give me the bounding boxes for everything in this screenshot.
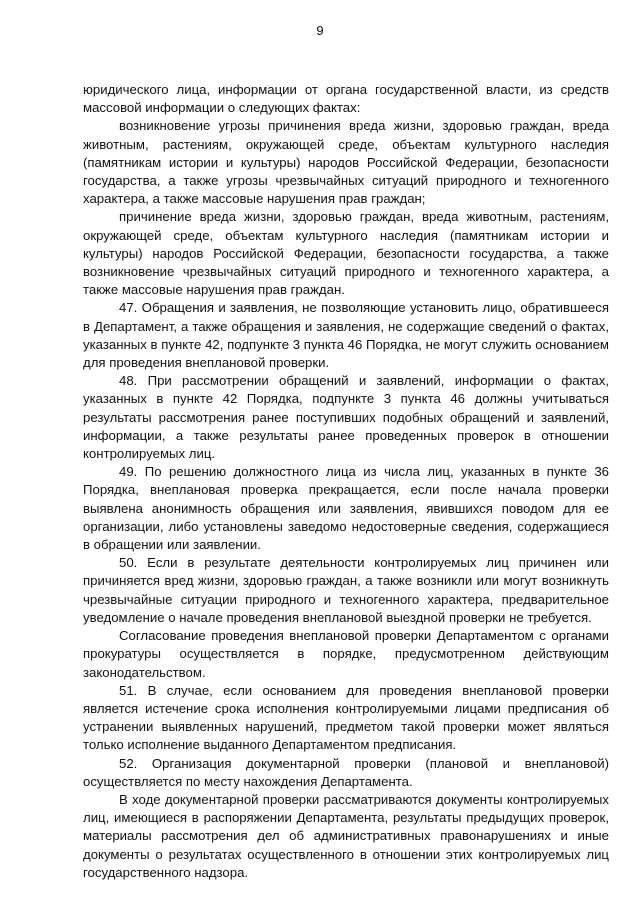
paragraph-48: 48. При рассмотрении обращений и заявлений, информации о фактах, указанных в пункте 42 Порядка, подпункте 3 пункта 46 должны учитываться результаты рассмотрения ранее поступивших подобных обращений и заявлений, информации, а также результаты ранее проведенных проверок в отношении контролируемых лиц. [83,373,609,462]
paragraph-52-review: В ходе документарной проверки рассматриваются документы контролируемых лиц, имеющиеся в распоряжении Департамента, результаты предыдущих проверок, материалы рассмотрения дел об административных правонарушениях и иные документы о результатах осуществленного в отношении этих контролируемых лиц государственного надзора. [83,791,609,880]
paragraph-threat-of-harm: возникновение угрозы причинения вреда жизни, здоровью граждан, вреда животным, растениям, окружающей среде, объектам культурного наследия (памятникам истории и культуры) народов Российской Федерации, безопасности государства, а также угрозы чрезвычайных ситуаций природного и техногенного характера, а также массовые нарушения прав граждан; [83,118,609,207]
paragraph-50-approval: Согласование проведения внеплановой проверки Департаментом с органами прокуратуры осуществляется в порядке, предусмотренном действующим законодательством. [83,628,609,680]
paragraph-47: 47. Обращения и заявления, не позволяющие установить лицо, обратившееся в Департамент, а также обращения и заявления, не содержащие сведений о фактах, указанных в пункте 42, подпункте 3 пункта 46 Порядка, не могут служить основанием для проведения внеплановой проверки. [83,300,609,371]
paragraph-harm-caused: причинение вреда жизни, здоровью граждан, вреда животным, растениям, окружающей среде, объектам культурного наследия (памятникам истории и культуры) народов Российской Федерации, безопасности государства, а также возникновение чрезвычайных ситуаций природного и техногенного характера, а также массовые нарушения прав граждан. [83,209,609,298]
paragraph-49: 49. По решению должностного лица из числа лиц, указанных в пункте 36 Порядка, внеплановая проверка прекращается, если после начала проверки выявлена анонимность обращения или заявления, явившихся поводом для ее организации, либо установлены заведомо недостоверные сведения, содержащиеся в обращении или заявлении. [83,464,609,553]
paragraph-50: 50. Если в результате деятельности контролируемых лиц причинен или причиняется вред жизни, здоровью граждан, а также возникли или могут возникнуть чрезвычайные ситуации природного и техногенного характера, предварительное уведомление о начале проведения внеплановой выездной проверки не требуется. [83,555,609,625]
document-body [83,81,609,882]
paragraph-51: 51. В случае, если основанием для проведения внеплановой проверки является истечение срока исполнения контролируемыми лицами предписания об устранении выявленных нарушений, предметом такой проверки может являться только исполнение выданного Департаментом предписания. [83,682,609,753]
page-number: 9 [316,23,324,38]
paragraph-52: 52. Организация документарной проверки (плановой и внеплановой) осуществляется по месту нахождения Департамента. [83,755,609,789]
paragraph-continuation: юридического лица, информации от органа государственной власти, из средств массовой информации о следующих фактах: [83,82,609,116]
